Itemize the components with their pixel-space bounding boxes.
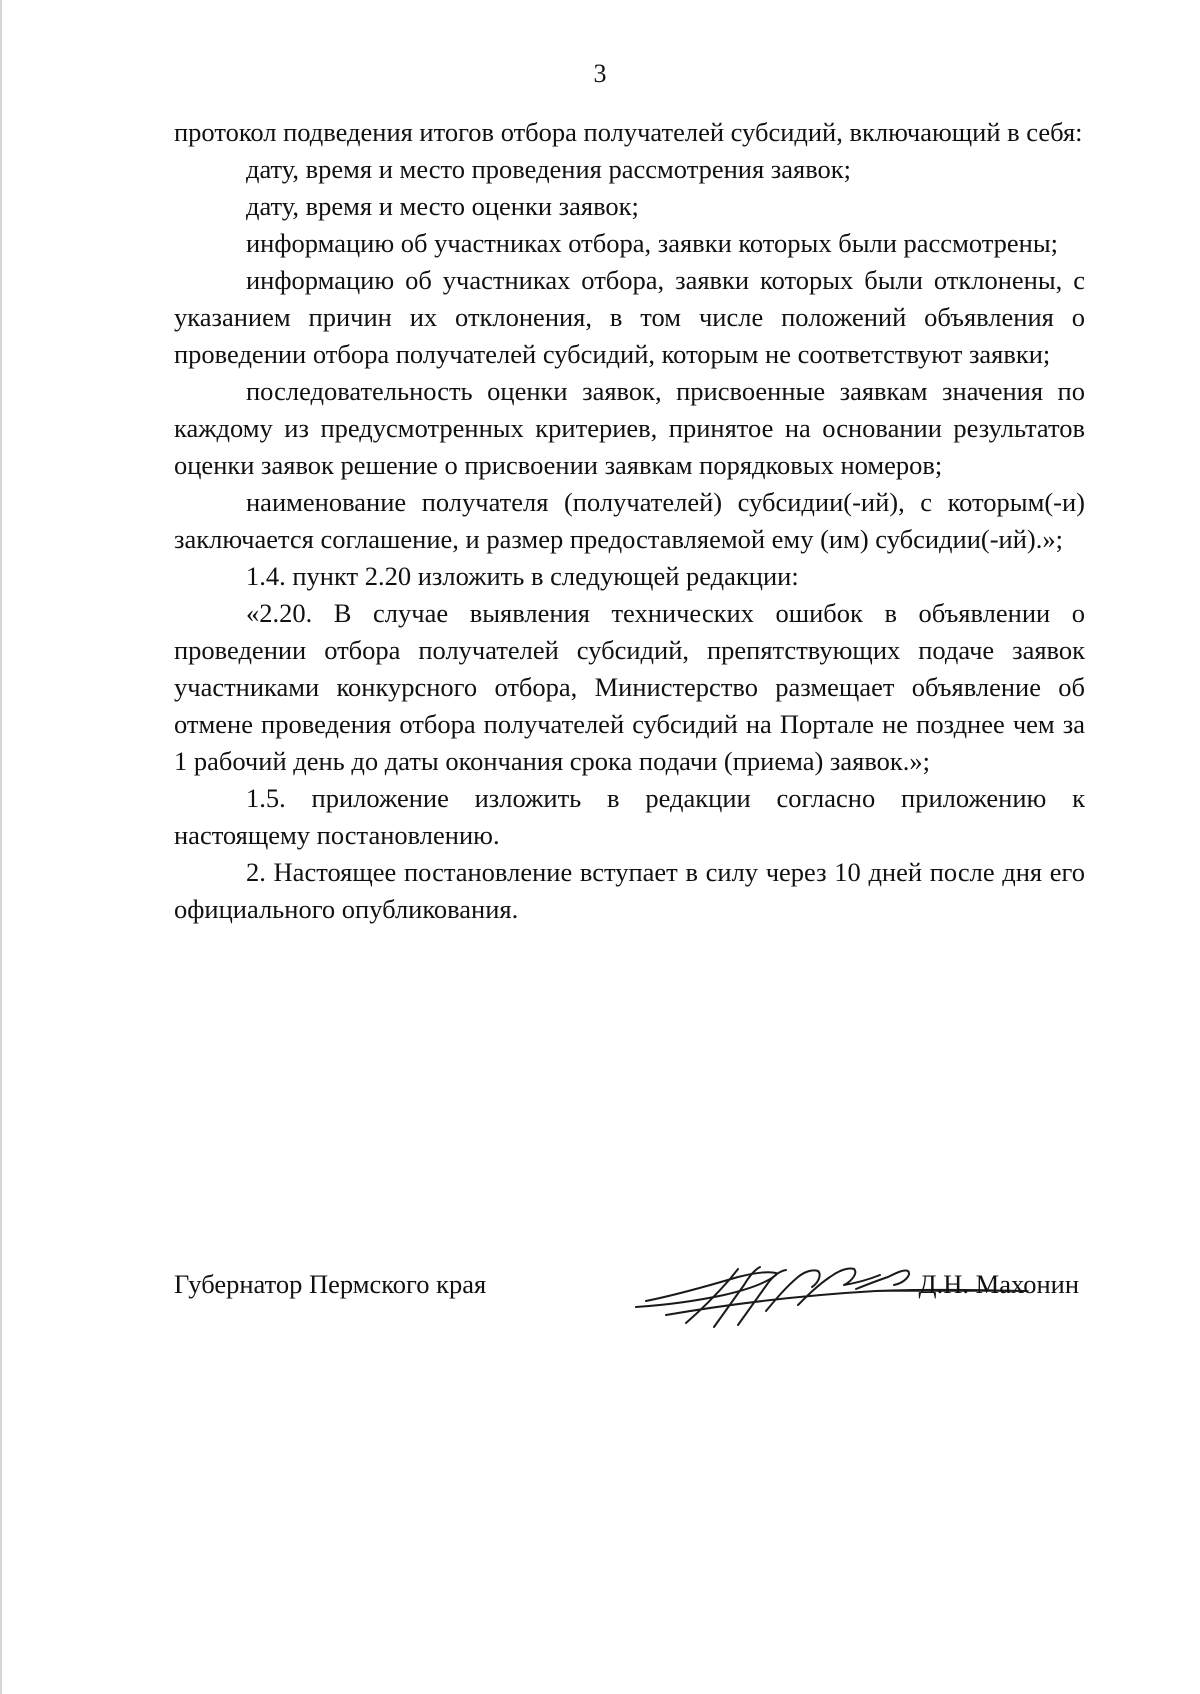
paragraph-clause-2: 2. Настоящее постановление вступает в силу через 10 дней после дня его официального опубликования. (174, 857, 1085, 924)
paragraph-clause-2-20: «2.20. В случае выявления технических ошибок в объявлении о проведении отбора получателей субсидий, препятствующих подаче заявок участниками конкурсного отбора, Министерство размещает объявление об отмене проведения отбора получателей субсидий на Портале не позднее чем за 1 рабочий день до даты окончания срока подачи (приема) заявок.»; (174, 598, 1085, 776)
scan-edge (0, 0, 2, 1694)
paragraph-rejected-participants: информацию об участниках отбора, заявки которых были отклонены, с указанием причин их отклонения, в том числе положений объявления о проведении отбора получателей субсидий, которым не соответствуют заявки; (174, 265, 1085, 369)
signer-position: Губернатор Пермского края (174, 1269, 487, 1299)
paragraph-evaluation-sequence: последовательность оценки заявок, присвоенные заявкам значения по каждому из предусмотренных критериев, принятое на основании результатов оценки заявок решение о присвоении заявкам порядковых номеров; (174, 376, 1085, 480)
paragraph-protocol-intro: протокол подведения итогов отбора получателей субсидий, включающий в себя: (174, 117, 1083, 147)
paragraph-evaluation-date: дату, время и место оценки заявок; (246, 191, 639, 221)
page-number: 3 (593, 59, 607, 88)
paragraph-review-date: дату, время и место проведения рассмотрения заявок; (246, 154, 852, 184)
paragraph-reviewed-participants: информацию об участниках отбора, заявки которых были рассмотрены; (246, 228, 1059, 258)
signer-name: Д.Н. Махонин (918, 1269, 1079, 1299)
signature-block (174, 1255, 1085, 1335)
document-body (174, 114, 1085, 928)
paragraph-recipient-name: наименование получателя (получателей) субсидии(-ий), с которым(-и) заключается соглашение, и размер предоставляемой ему (им) субсидии(-ий).»; (174, 487, 1085, 554)
paragraph-clause-1-4: 1.4. пункт 2.20 изложить в следующей редакции: (246, 561, 799, 591)
paragraph-clause-1-5: 1.5. приложение изложить в редакции согласно приложению к настоящему постановлению. (174, 783, 1085, 850)
